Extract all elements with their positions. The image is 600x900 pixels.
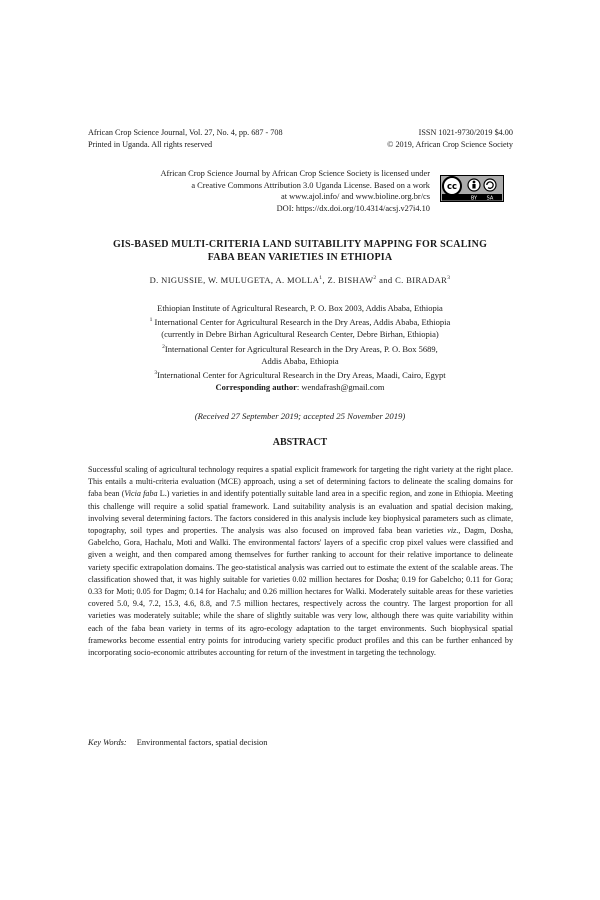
abstract-text-1: Successful scaling of agricultural technology requires a spatial explicit framework for targeting the right variety at the right place. This entails a multi-criteria evaluation (MCE) approach, using a set of determining factors to delineate the scaling domains for faba bean ( (88, 465, 513, 499)
species-name: Vicia faba (124, 489, 158, 499)
author-list (80, 275, 520, 285)
aff-text-2: International Center for Agricultural Research in the Dry Areas, P. O. Box 5689, (164, 343, 438, 354)
keywords-value: Environmental factors, spatial decision (136, 738, 268, 747)
viz-abbrev: viz (447, 526, 457, 536)
license-line-2: a Creative Commons Attribution 3.0 Uganda License. Based on a work (191, 180, 430, 190)
author-sup-2: 2 (373, 275, 377, 282)
authors-part-3: and C. BIRADAR (376, 275, 448, 285)
affiliation-line-6 (88, 367, 512, 381)
abstract-text-2: L.) varieties in and identify potentially suitable land area in a specific region, and zone in Ethiopia. Meeting this challenge will require a solid spatial framework. Land suitability analysis is an evaluation and spatial decision making, involving several determining factors. The factors considered in this analysis include key biophysical parameters such as climate, topography, soil types and properties. The analysis was also focused on improved faba bean varieties (88, 489, 513, 536)
aff-sup-1: 1 (149, 317, 153, 324)
affiliation-line-3: (currently in Debre Birhan Agricultural Research Center, Debre Birhan, Ethiopia) (161, 329, 439, 340)
journal-header-right (387, 127, 513, 151)
aff-sup-2: 2 (162, 343, 165, 350)
title-line-2: FABA BEAN VARIETIES IN ETHIOPIA (207, 252, 393, 263)
journal-header-left (88, 127, 283, 151)
svg-text:cc: cc (446, 182, 458, 192)
creative-commons-badge[interactable] (440, 175, 504, 202)
affiliation-line-1: Ethiopian Institute of Agricultural Research, P. O. Box 2003, Addis Ababa, Ethiopia (157, 303, 443, 313)
received-dates: (Received 27 September 2019; accepted 25 November 2019) (194, 411, 406, 421)
copyright: © 2019, African Crop Science Society (387, 140, 513, 149)
aff-sup-3: 3 (154, 370, 158, 377)
doi-link[interactable]: https://dx.doi.org/10.4314/acsj.v27i4.10 (295, 203, 430, 213)
corresponding-email: : wendafrash@gmail.com (296, 382, 385, 393)
license-line-1: African Crop Science Journal by African Crop Science Society is licensed under (160, 169, 430, 178)
keywords (88, 738, 267, 747)
badge-sa-label: SA (486, 195, 494, 202)
author-sup-1: 1 (319, 275, 323, 282)
license-notice (88, 168, 430, 214)
share-alike-icon (484, 179, 496, 191)
author-sup-3: 3 (447, 275, 451, 282)
corresponding-label: Corresponding author (215, 382, 297, 393)
affiliation-line-4 (88, 341, 512, 355)
abstract-heading: ABSTRACT (272, 437, 328, 448)
badge-by-label: BY (470, 195, 478, 202)
affiliation-line-5: Addis Ababa, Ethiopia (261, 355, 339, 366)
affiliation-line-2 (88, 314, 512, 328)
corresponding-author (88, 381, 512, 393)
aff-text-1: International Center for Agricultural Research in the Dry Areas, Addis Ababa, Ethiopia (152, 317, 451, 328)
doi-label: DOI: (276, 203, 294, 213)
keywords-label: Key Words: (88, 738, 127, 747)
printed-notice: Printed in Uganda. All rights reserved (88, 140, 213, 149)
license-line-3: at www.ajol.info/ and www.bioline.org.br/cs (280, 192, 430, 202)
authors-part-2: , Z. BISHAW (322, 275, 374, 285)
paper-title (80, 238, 520, 264)
abstract-text-3: ., Dagm, Dosha, Gabelcho, Gora, Hachalu, Moti and Walki. The environmental factors' layers of a specific crop pixel values were classified and given a weight, and then compared among themselves for further ranking to account for their relative importance to delineate variety specific extrapolation domains. The geo-statistical analysis was carried out to estimate the extent of the scalable areas. The classification showed that, it was highly suitable for varieties 0.02 million hectares for Dosha; 0.19 for Gabelcho; 0.11 for Gora; 0.33 for Moti; 0.05 for Dagm; 0.14 for Hachalu; and 0.26 million hectares for Walki. Moderately suitable areas for these varieties covered 5.0, 9.4, 7.2, 15.3, 4.6, 8.8, and 7.5 million hectares, respectively across the country. The largest proportion for all varieties was moderately suitable; while the share of slightly suitable was very low, although there was quite variability within each of the faba bean variety in terms of its agro-ecology adaptation to the target environments. Such biophysical spatial frameworks become essential entry points for introducing variety specific product profiles and this can be further enhanced by incorporating socio-economic attributes accounting for return of the investment in targeting the technology. (88, 526, 513, 658)
abstract-body (88, 464, 513, 659)
affiliations (88, 302, 512, 394)
journal-citation: African Crop Science Journal, Vol. 27, No. 4, pp. 687 - 708 (88, 128, 283, 137)
issn: ISSN 1021-9730/2019 $4.00 (418, 128, 513, 137)
authors-part-1: D. NIGUSSIE, W. MULUGETA, A. MOLLA (149, 275, 320, 285)
doi-line (88, 203, 430, 215)
aff-text-3: International Center for Agricultural Research in the Dry Areas, Maadi, Cairo, Egypt (157, 369, 446, 380)
title-line-1: GIS-BASED MULTI-CRITERIA LAND SUITABILITY MAPPING FOR SCALING (112, 239, 488, 250)
